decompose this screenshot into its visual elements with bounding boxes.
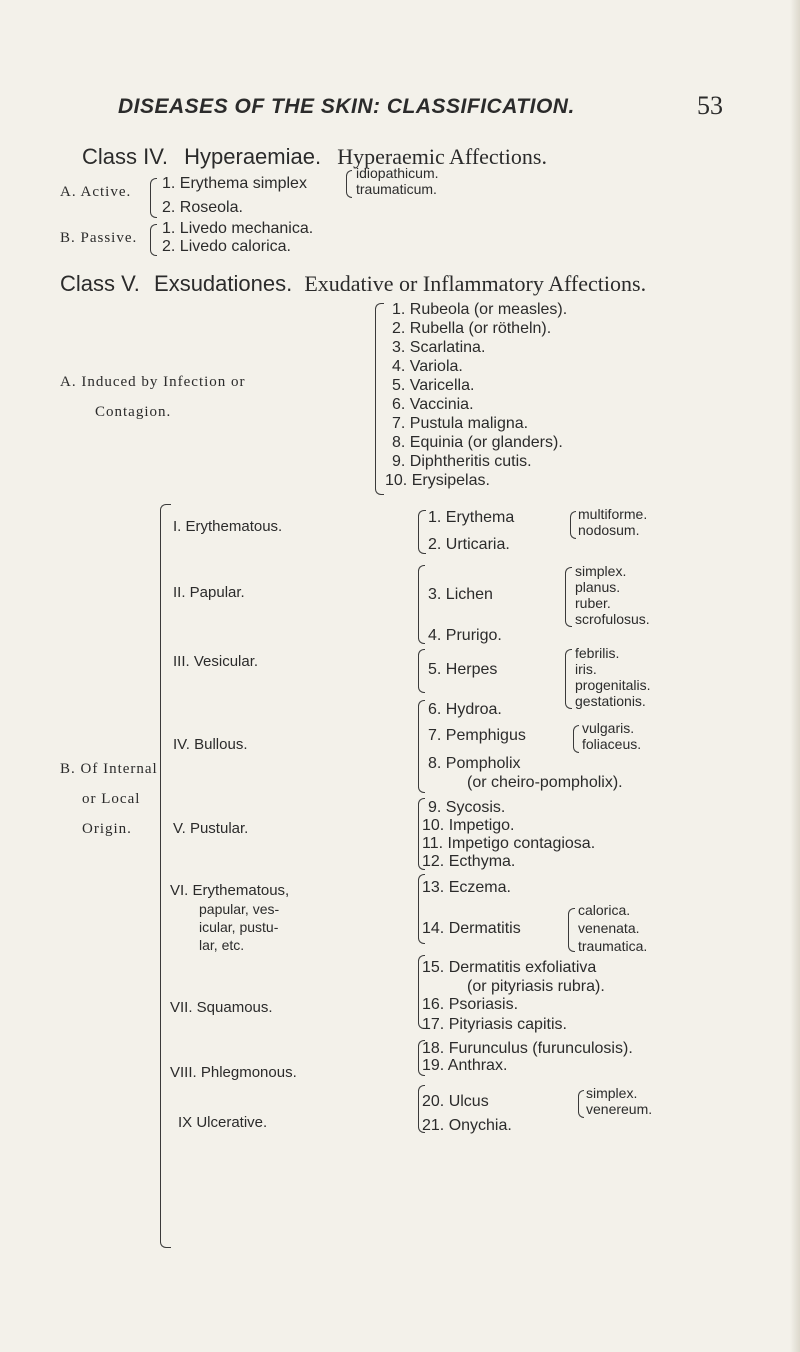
internal-brace (160, 504, 171, 1248)
brace-lichen (565, 567, 572, 627)
disease-21: 21. Onychia. (422, 1117, 512, 1134)
induced-item-1: 1. Rubeola (or measles). (392, 301, 568, 318)
class5-latin: Exsudationes. (154, 271, 293, 296)
induced-item-3: 3. Scarlatina. (392, 339, 486, 356)
active-item-2: 2. Roseola. (162, 199, 243, 216)
disease-12: 12. Ecthyma. (422, 853, 516, 870)
disease-19: 19. Anthrax. (422, 1057, 508, 1074)
induced-item-9: 9. Diphtheritis cutis. (392, 453, 532, 470)
group-6-line3: icular, pustu- (199, 919, 279, 935)
lichen-sub-1: simplex. (575, 563, 627, 579)
group-1: I. Erythematous. (173, 518, 283, 535)
disease-13: 13. Eczema. (422, 879, 511, 896)
disease-20: 20. Ulcus (422, 1093, 489, 1110)
herpes-sub-1: febrilis. (575, 645, 620, 661)
passive-item-2: 2. Livedo calorica. (162, 238, 291, 255)
lichen-sub-4: scrofulosus. (575, 611, 650, 627)
brace-group-2 (418, 565, 425, 644)
erythema-sub-2: nodosum. (578, 522, 640, 538)
disease-8-note: (or cheiro-pompholix). (467, 774, 623, 791)
group-4: IV. Bullous. (173, 736, 248, 753)
ulcus-sub-1: simplex. (586, 1085, 638, 1101)
internal-label: B. Of Internal (60, 761, 158, 777)
group-6-line4: lar, etc. (199, 937, 245, 953)
group-6-line2: papular, ves- (199, 901, 280, 917)
group-7: VII. Squamous. (170, 999, 273, 1016)
disease-5: 5. Herpes (428, 661, 498, 678)
induced-item-6: 6. Vaccinia. (392, 396, 474, 413)
brace-group-3 (418, 649, 425, 693)
group-5: V. Pustular. (173, 820, 249, 837)
passive-item-1: 1. Livedo mechanica. (162, 220, 314, 237)
disease-15-note: (or pityriasis rubra). (467, 978, 605, 995)
disease-9: 9. Sycosis. (428, 799, 506, 816)
active-item-1: 1. Erythema simplex (162, 175, 307, 192)
disease-17: 17. Pityriasis capitis. (422, 1016, 567, 1033)
pemphigus-sub-1: vulgaris. (582, 720, 635, 736)
group-9: IX Ulcerative. (178, 1114, 268, 1131)
induced-item-2: 2. Rubella (or rötheln). (392, 320, 552, 337)
subtype-traumaticum: traumaticum. (356, 181, 437, 197)
disease-8: 8. Pompholix (428, 755, 521, 772)
disease-10: 10. Impetigo. (422, 817, 515, 834)
passive-brace (150, 224, 157, 256)
brace-ulcus (578, 1090, 584, 1118)
disease-7: 7. Pemphigus (428, 727, 526, 744)
induced-label: A. Induced by Infection or (60, 374, 246, 390)
induced-label-2: Contagion. (95, 404, 172, 420)
brace-erythema (570, 511, 576, 539)
brace-group-4 (418, 700, 425, 793)
ulcus-sub-2: venereum. (586, 1101, 653, 1117)
active-label: A. Active. (60, 184, 132, 200)
group-3: III. Vesicular. (173, 653, 259, 670)
disease-1: 1. Erythema (428, 509, 515, 526)
induced-item-4: 4. Variola. (392, 358, 463, 375)
induced-item-8: 8. Equinia (or glanders). (392, 434, 563, 451)
class4-heading (82, 146, 547, 168)
induced-item-10: 10. Erysipelas. (385, 472, 490, 489)
disease-4: 4. Prurigo. (428, 627, 502, 644)
dermatitis-sub-1: calorica. (578, 902, 631, 918)
disease-16: 16. Psoriasis. (422, 996, 519, 1013)
running-header: DISEASES OF THE SKIN: CLASSIFICATION. (118, 95, 575, 118)
pemphigus-sub-2: foliaceus. (582, 736, 642, 752)
class5-number: Class V. (60, 271, 140, 296)
brace-dermatitis (568, 908, 575, 952)
brace-pemphigus (573, 725, 579, 753)
induced-brace (375, 303, 384, 495)
lichen-sub-3: ruber. (575, 595, 611, 611)
disease-14: 14. Dermatitis (422, 920, 521, 937)
dermatitis-sub-2: venenata. (578, 920, 640, 936)
disease-11: 11. Impetigo contagiosa. (422, 835, 596, 852)
disease-3: 3. Lichen (428, 586, 493, 603)
internal-label-2: or Local (82, 791, 141, 807)
subtype-idiopathicum: idiopathicum. (356, 165, 439, 181)
erythema-subtype-brace (346, 170, 352, 198)
disease-2: 2. Urticaria. (428, 536, 510, 553)
dermatitis-sub-3: traumatica. (578, 938, 648, 954)
induced-item-7: 7. Pustula maligna. (392, 415, 529, 432)
class5-english: Exudative or Inflammatory Affections. (304, 271, 647, 296)
passive-label: B. Passive. (60, 230, 138, 246)
internal-label-3: Origin. (82, 821, 132, 837)
disease-15: 15. Dermatitis exfoliativa (422, 959, 597, 976)
erythema-sub-1: multiforme. (578, 506, 648, 522)
page-number: 53 (697, 91, 723, 120)
induced-item-5: 5. Varicella. (392, 377, 475, 394)
disease-6: 6. Hydroa. (428, 701, 502, 718)
lichen-sub-2: planus. (575, 579, 621, 595)
group-2: II. Papular. (173, 584, 245, 601)
class5-heading (60, 273, 646, 295)
brace-herpes (565, 649, 572, 709)
class4-number: Class IV. (82, 144, 169, 169)
active-brace (150, 178, 157, 218)
herpes-sub-3: progenitalis. (575, 677, 651, 693)
group-8: VIII. Phlegmonous. (170, 1064, 297, 1081)
herpes-sub-4: gestationis. (575, 693, 646, 709)
herpes-sub-2: iris. (575, 661, 597, 677)
disease-18: 18. Furunculus (furunculosis). (422, 1040, 633, 1057)
brace-group-1 (418, 510, 426, 554)
class4-english: Hyperaemic Affections. (337, 144, 547, 169)
group-6: VI. Erythematous, (170, 882, 290, 899)
class4-latin: Hyperaemiae. (184, 144, 322, 169)
page-edge-shadow (790, 0, 800, 1352)
